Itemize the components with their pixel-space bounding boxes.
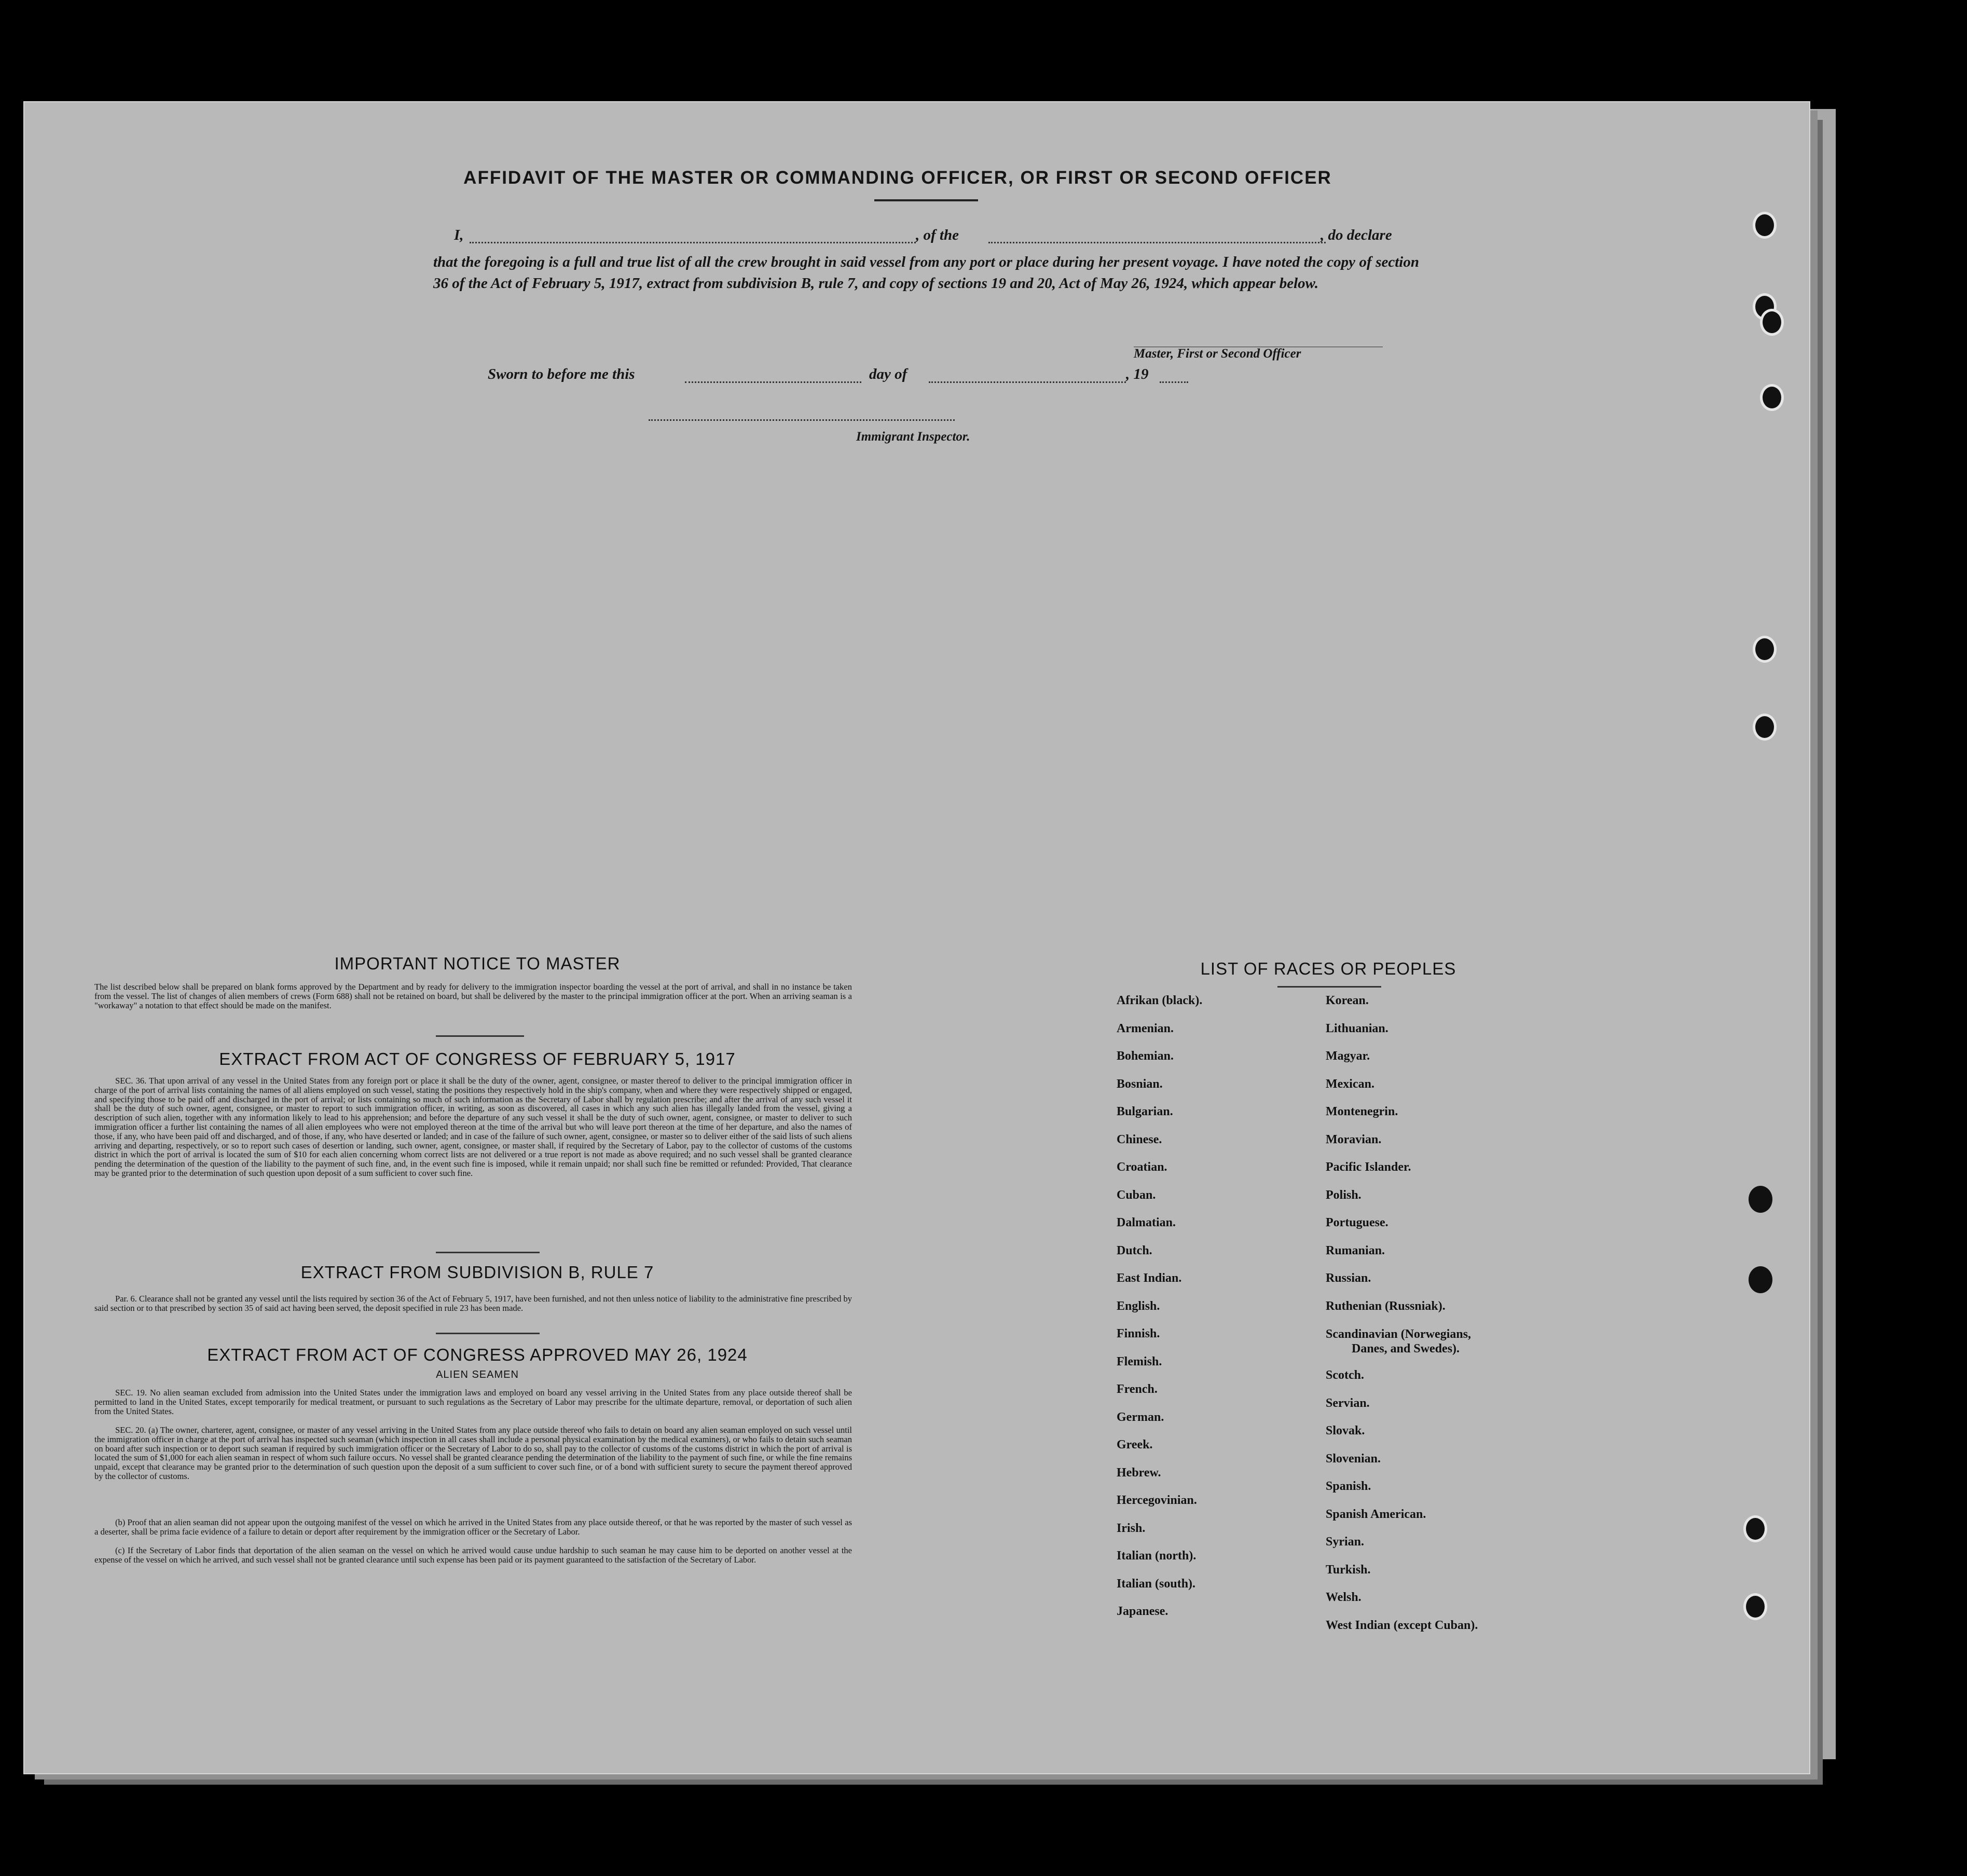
notice-body: The list described below shall be prepared on blank forms approved by the Department and by ready for delivery to the immigration inspector boarding the vessel at the port of arrival, and shall in no instance be taken from the vessel. The list of changes of alien members of crews (Form 688) shall not be retained on board, but shall be delivered by the master to the principal immigration officer at the port. When an arriving seaman is a "workaway" a notation to that effect should be made on the manifest. xyxy=(94,982,852,1010)
binder-hole xyxy=(1753,714,1777,741)
race-item: Lithuanian. xyxy=(1326,1021,1388,1035)
races-right-column xyxy=(1326,994,1478,1646)
extract-1924-title: EXTRACT FROM ACT OF CONGRESS APPROVED MAY 26, 1924 xyxy=(207,1345,748,1364)
race-item: Hebrew. xyxy=(1117,1466,1161,1480)
sec20a-body: SEC. 20. (a) The owner, charterer, agent, consignee, or master of any vessel arriving in the United States from any place outside thereof who fails to detain on board any alien seaman employed on such vessel until the immigration officer in charge at the port of arrival has inspected such seaman (which inspection in all cases shall include a personal physical examination by the medical examiners), or who fails to detain such seaman on board after such inspection or to deport such seaman if required by such immigration officer or the Secretary of Labor to do so, shall pay to the collector of customs of the customs district in which the port of arrival is located the sum of $1,000 for each alien seaman in respect of whom such failure occurs. No vessel shall be granted clearance pending the determination of the liability to the payment of such fine, or while the fine remains unpaid, except that clearance may be granted prior to the determination of such question upon the deposit of a sum sufficient to cover such fine, or of a bond with sufficient surety to secure the payment thereof approved by the collector of customs. xyxy=(94,1425,852,1481)
race-item: Russian. xyxy=(1326,1271,1371,1285)
binder-hole xyxy=(1760,384,1784,411)
race-item: Italian (north). xyxy=(1117,1549,1196,1563)
race-item-line: Scandinavian (Norwegians, xyxy=(1326,1327,1471,1341)
race-item: Finnish. xyxy=(1117,1327,1160,1340)
race-item: Montenegrin. xyxy=(1326,1105,1398,1118)
race-item: West Indian (except Cuban). xyxy=(1326,1618,1478,1632)
binder-hole xyxy=(1753,636,1777,663)
race-item: Croatian. xyxy=(1117,1160,1167,1174)
races-divider xyxy=(1277,986,1381,988)
race-item: Bohemian. xyxy=(1117,1049,1174,1063)
race-item: Italian (south). xyxy=(1117,1577,1196,1591)
inspector-label: Immigrant Inspector. xyxy=(856,430,970,444)
race-item: Bosnian. xyxy=(1117,1077,1163,1091)
year-blank xyxy=(1160,381,1188,383)
races-left-column xyxy=(1117,994,1202,1633)
affidavit-i: I, xyxy=(454,227,464,243)
race-item: French. xyxy=(1117,1382,1158,1396)
race-item: German. xyxy=(1117,1410,1164,1424)
affidavit-title: AFFIDAVIT OF THE MASTER OR COMMANDING OFFICER, OR FIRST OR SECOND OFFICER xyxy=(463,168,1332,188)
binder-hole xyxy=(1749,1266,1772,1293)
extract-1917-title: EXTRACT FROM ACT OF CONGRESS OF FEBRUARY 5, 1917 xyxy=(219,1049,736,1069)
binder-hole xyxy=(1760,309,1784,336)
race-item: Hercegovinian. xyxy=(1117,1494,1197,1507)
race-item: Spanish. xyxy=(1326,1480,1371,1493)
race-item: Syrian. xyxy=(1326,1535,1365,1549)
race-item: Bulgarian. xyxy=(1117,1105,1173,1118)
affidavit-body: that the foregoing is a full and true list of all the crew brought in said vessel from any port or place during her present voyage. I have noted the copy of section 36 of the Act of February 5, 1917, extract from subdivision B, rule 7, and copy of sections 19 and 20, Act of May 26, 1924, which appear below. xyxy=(433,254,1419,292)
notice-title: IMPORTANT NOTICE TO MASTER xyxy=(334,954,621,973)
month-blank xyxy=(929,381,1126,383)
race-item: English. xyxy=(1117,1299,1160,1313)
race-item: Greek. xyxy=(1117,1438,1153,1451)
race-item: Scotch. xyxy=(1326,1368,1364,1382)
race-item: Irish. xyxy=(1117,1521,1146,1535)
master-label: Master, First or Second Officer xyxy=(1134,347,1301,361)
race-item: Flemish. xyxy=(1117,1354,1162,1368)
race-item: Pacific Islander. xyxy=(1326,1160,1411,1174)
race-item: East Indian. xyxy=(1117,1271,1182,1285)
rule7-body: Par. 6. Clearance shall not be granted any vessel until the lists required by section 36 of the Act of February 5, 1917, have been furnished, and not then unless notice of liability to the administrative fine prescribed by said section or to that prescribed by section 35 of said act having been served, the deposit specified in rule 23 has been made. xyxy=(94,1294,852,1313)
race-item-line: Danes, and Swedes). xyxy=(1352,1342,1460,1355)
race-item: Rumanian. xyxy=(1326,1243,1385,1257)
binder-hole xyxy=(1749,1186,1772,1213)
race-item: Slovenian. xyxy=(1326,1451,1381,1466)
race-item: Chinese. xyxy=(1117,1132,1162,1146)
binder-hole xyxy=(1743,1593,1767,1620)
alien-seamen-subtitle: ALIEN SEAMEN xyxy=(436,1369,519,1380)
race-item: Dutch. xyxy=(1117,1243,1152,1257)
year-text: , 19 xyxy=(1126,366,1149,382)
sworn-text: Sworn to before me this xyxy=(488,366,635,382)
race-item: Polish. xyxy=(1326,1188,1361,1202)
day-blank xyxy=(685,381,861,383)
race-item: Dalmatian. xyxy=(1117,1216,1176,1229)
affidavit-of-the: , of the xyxy=(916,227,959,243)
race-item: Magyar. xyxy=(1326,1049,1370,1063)
race-item: Korean. xyxy=(1326,994,1369,1007)
race-item: Ruthenian (Russniak). xyxy=(1326,1299,1446,1313)
affidavit-declare: , do declare xyxy=(1320,227,1392,243)
extract-1917-body: SEC. 36. That upon arrival of any vessel in the United States from any foreign port or place it shall be the duty of the owner, agent, consignee, or master thereof to deliver to the principal immigration officer in charge of the port of arrival lists containing the names of all aliens employed on such vessel, stating the positions they respectively hold in the ship's company, when and where they were respectively shipped or engaged, and specifying those to be paid off and discharged in the port of arrival; or lists containing so much of such information as the Secretary of Labor shall by regulation prescribe; and after the arrival of any such vessel it shall be the duty of such owner, agent, consignee, or master to report to such immigration officer, in writing, as soon as discovered, all cases in which any such alien has illegally landed from the vessel, giving a description of such alien, together with any information likely to lead to his apprehension; and before the departure of any such vessel it shall be the duty of such owner, agent, consignee, or master to deliver to such immigration officer a further list containing the names of all alien employees who were not employed thereon at the time of the arrival but who will leave port thereon at the time of her departure, and also the names of those, if any, who have been paid off and discharged, and of those, if any, who have deserted or landed; and in case of the failure of such owner, agent, consignee, or master so to deliver either of the said lists of such aliens arriving and departing, respectively, or so to report such cases of desertion or landing, such owner, agent, consignee, or master shall, if required by the Secretary of Labor, pay to the collector of customs of the customs district in which the port of arrival is located the sum of $10 for each alien concerning whom correct lists are not delivered or a true report is not made as above required; and no such vessel shall be granted clearance pending the determination of the question of the liability to the payment of such fine, and, in the event such fine is imposed, while it remain unpaid; nor shall such fine be remitted or refunded: Provided, That clearance may be granted prior to the determination of such question upon deposit of a sum sufficient to cover such fine. xyxy=(94,1076,852,1178)
races-title: LIST OF RACES OR PEOPLES xyxy=(1200,959,1456,978)
sec19-body: SEC. 19. No alien seaman excluded from admission into the United States under the immigration laws and employed on board any vessel arriving in the United States from any place outside thereof shall be permitted to land in the United States, except temporarily for medical treatment, or pursuant to such regulations as the Secretary of Labor may prescribe for the ultimate departure, removal, or deportation of such alien from the United States. xyxy=(94,1388,852,1416)
section-divider xyxy=(436,1252,540,1253)
race-item: Servian. xyxy=(1326,1396,1370,1410)
title-underline xyxy=(874,199,978,201)
race-item: Slovak. xyxy=(1326,1424,1365,1437)
binder-hole xyxy=(1753,212,1777,239)
sec20b-body: (b) Proof that an alien seaman did not appear upon the outgoing manifest of the vessel on which he arrived in the United States from any place outside thereof, or that he was reported by the master of such vessel as a deserter, shall be prima facie evidence of a failure to detain or deport after requirement by the immigration officer or the Secretary of Labor. xyxy=(94,1517,852,1537)
race-item: Japanese. xyxy=(1117,1605,1168,1618)
race-item: Spanish American. xyxy=(1326,1507,1426,1521)
day-of-text: day of xyxy=(869,366,907,382)
inspector-signature-line xyxy=(649,419,955,421)
race-item: Afrikan (black). xyxy=(1117,994,1203,1007)
vessel-blank xyxy=(988,242,1326,243)
race-item: Moravian. xyxy=(1326,1132,1382,1146)
section-divider xyxy=(436,1035,524,1037)
race-item: Cuban. xyxy=(1117,1188,1156,1202)
rule7-title: EXTRACT FROM SUBDIVISION B, RULE 7 xyxy=(300,1263,654,1282)
race-item: Portuguese. xyxy=(1326,1216,1388,1229)
race-item: Turkish. xyxy=(1326,1563,1371,1577)
race-item: Welsh. xyxy=(1326,1591,1361,1604)
sec20c-body: (c) If the Secretary of Labor finds that deportation of the alien seaman on the vessel on which he arrived would cause undue hardship to such seaman he may cause him to be deported on another vessel at the expense of the vessel on which he arrived, and such vessel shall not be granted clearance until such expense has been paid or its payment guaranteed to the satisfaction of the Secretary of Labor. xyxy=(94,1545,852,1565)
race-item: Armenian. xyxy=(1117,1021,1174,1035)
name-blank xyxy=(470,242,916,243)
race-item: Mexican. xyxy=(1326,1077,1374,1091)
race-item xyxy=(1326,1327,1478,1368)
section-divider xyxy=(436,1333,540,1334)
binder-hole xyxy=(1743,1515,1767,1542)
